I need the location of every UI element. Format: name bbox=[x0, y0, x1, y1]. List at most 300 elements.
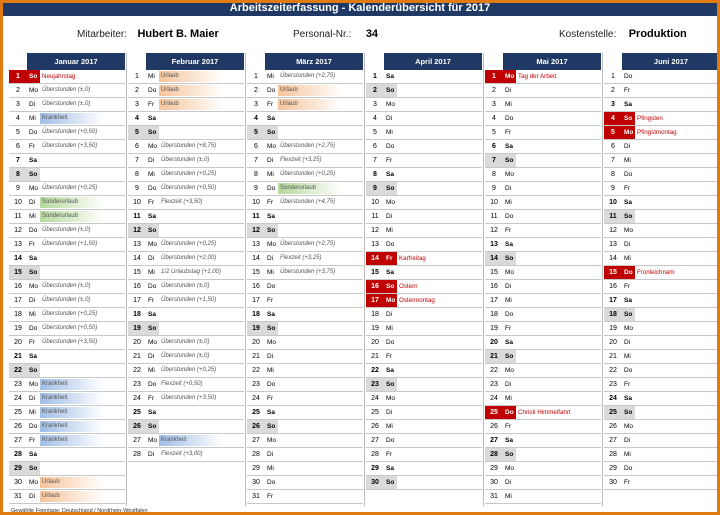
day-row[interactable] bbox=[366, 294, 482, 308]
day-row[interactable] bbox=[247, 462, 363, 476]
day-row[interactable] bbox=[9, 476, 125, 490]
day-number: 15 bbox=[9, 266, 27, 279]
day-row[interactable] bbox=[247, 126, 363, 140]
day-row[interactable] bbox=[247, 392, 363, 406]
day-row[interactable] bbox=[366, 406, 482, 420]
weekday: Do bbox=[267, 283, 276, 290]
weekday: Sa bbox=[624, 297, 632, 304]
day-number: 24 bbox=[133, 395, 141, 402]
day-entry[interactable]: Sonderurlaub bbox=[40, 197, 104, 208]
day-row[interactable] bbox=[366, 168, 482, 182]
day-row[interactable] bbox=[247, 182, 363, 196]
day-row[interactable] bbox=[366, 420, 482, 434]
day-row[interactable] bbox=[9, 336, 125, 350]
day-row[interactable] bbox=[485, 252, 601, 266]
day-row[interactable] bbox=[9, 294, 125, 308]
day-row[interactable] bbox=[128, 280, 244, 294]
day-row[interactable] bbox=[247, 266, 363, 280]
weekday: Mo bbox=[267, 437, 277, 444]
day-row[interactable] bbox=[604, 210, 720, 224]
day-row[interactable] bbox=[128, 406, 244, 420]
day-row[interactable] bbox=[128, 210, 244, 224]
day-row[interactable] bbox=[604, 196, 720, 210]
day-row[interactable] bbox=[485, 168, 601, 182]
day-entry[interactable]: Überstunden (+0,25) bbox=[161, 241, 217, 247]
day-entry[interactable]: Überstunden (±,0) bbox=[161, 283, 210, 289]
day-row[interactable] bbox=[247, 154, 363, 168]
day-row[interactable] bbox=[247, 364, 363, 378]
day-row[interactable] bbox=[485, 476, 601, 490]
day-row[interactable] bbox=[366, 266, 482, 280]
day-row[interactable] bbox=[366, 154, 482, 168]
day-row[interactable] bbox=[247, 224, 363, 238]
personnel-number[interactable]: 34 bbox=[365, 28, 379, 40]
weekday: Di bbox=[386, 409, 393, 416]
day-entry[interactable]: Urlaub bbox=[40, 491, 104, 502]
day-entry[interactable]: Urlaub bbox=[159, 85, 223, 96]
day-entry[interactable]: Überstunden (+0,50) bbox=[42, 129, 98, 135]
day-row[interactable] bbox=[366, 140, 482, 154]
day-row[interactable] bbox=[9, 224, 125, 238]
day-entry[interactable]: Überstunden (+4,75) bbox=[280, 199, 336, 205]
day-row[interactable] bbox=[604, 224, 720, 238]
day-row[interactable] bbox=[366, 462, 482, 476]
column-divider bbox=[364, 53, 365, 506]
day-row[interactable] bbox=[247, 490, 363, 504]
day-row[interactable] bbox=[9, 252, 125, 266]
day-row[interactable] bbox=[604, 266, 720, 280]
day-row[interactable] bbox=[128, 224, 244, 238]
day-row[interactable] bbox=[247, 448, 363, 462]
holiday-name[interactable]: Fronleichnam bbox=[637, 269, 675, 276]
day-entry[interactable]: Flexzeit (+3,00) bbox=[161, 451, 203, 457]
day-entry[interactable]: Krankheit bbox=[40, 435, 104, 446]
day-row[interactable] bbox=[128, 98, 244, 112]
day-row[interactable] bbox=[366, 210, 482, 224]
day-row[interactable] bbox=[247, 294, 363, 308]
day-entry[interactable]: Krankheit bbox=[40, 421, 104, 432]
day-row[interactable] bbox=[128, 238, 244, 252]
day-row[interactable] bbox=[128, 182, 244, 196]
weekday: Di bbox=[624, 241, 631, 248]
day-row[interactable] bbox=[604, 154, 720, 168]
day-row[interactable] bbox=[485, 490, 601, 504]
day-row[interactable] bbox=[485, 406, 601, 420]
day-row[interactable] bbox=[9, 378, 125, 392]
day-entry[interactable]: Überstunden (+3,50) bbox=[42, 143, 98, 149]
day-row[interactable] bbox=[366, 224, 482, 238]
weekday: So bbox=[27, 462, 40, 475]
day-row[interactable] bbox=[604, 350, 720, 364]
day-row[interactable] bbox=[128, 252, 244, 266]
day-row[interactable] bbox=[485, 322, 601, 336]
holiday-name[interactable]: Pfingsten bbox=[637, 115, 663, 122]
day-row[interactable] bbox=[9, 196, 125, 210]
day-number: 11 bbox=[371, 213, 379, 220]
day-row[interactable] bbox=[128, 378, 244, 392]
day-row[interactable] bbox=[366, 350, 482, 364]
day-row[interactable] bbox=[485, 434, 601, 448]
day-row[interactable] bbox=[128, 294, 244, 308]
day-row[interactable] bbox=[485, 210, 601, 224]
day-row[interactable] bbox=[366, 84, 482, 98]
day-row[interactable] bbox=[128, 420, 244, 434]
weekday: Do bbox=[148, 185, 157, 192]
day-row[interactable] bbox=[604, 420, 720, 434]
day-row[interactable] bbox=[128, 84, 244, 98]
day-row[interactable] bbox=[366, 308, 482, 322]
day-entry[interactable]: Überstunden (+0,50) bbox=[42, 325, 98, 331]
day-row[interactable] bbox=[128, 364, 244, 378]
day-row[interactable] bbox=[9, 490, 125, 504]
day-row[interactable] bbox=[604, 182, 720, 196]
day-row[interactable] bbox=[485, 462, 601, 476]
weekday: Fr bbox=[505, 227, 512, 234]
day-entry[interactable]: Krankheit bbox=[40, 407, 104, 418]
day-row[interactable] bbox=[485, 308, 601, 322]
day-row[interactable] bbox=[9, 434, 125, 448]
day-row[interactable] bbox=[485, 392, 601, 406]
day-row[interactable] bbox=[247, 70, 363, 84]
day-row[interactable] bbox=[485, 98, 601, 112]
day-row[interactable] bbox=[604, 462, 720, 476]
day-entry[interactable]: Sonderurlaub bbox=[278, 183, 342, 194]
day-entry[interactable]: Sonderurlaub bbox=[40, 211, 104, 222]
day-row[interactable] bbox=[247, 476, 363, 490]
day-number: 20 bbox=[490, 339, 498, 346]
weekday: Sa bbox=[505, 339, 513, 346]
day-number: 28 bbox=[133, 451, 141, 458]
day-row[interactable] bbox=[9, 392, 125, 406]
day-row[interactable] bbox=[9, 126, 125, 140]
weekday: Sa bbox=[29, 255, 37, 262]
day-row[interactable] bbox=[247, 434, 363, 448]
day-row[interactable] bbox=[9, 98, 125, 112]
day-entry[interactable]: Flexzeit (+3,25) bbox=[280, 255, 322, 261]
day-entry[interactable]: Flexzeit (+3,50) bbox=[161, 199, 203, 205]
day-entry[interactable]: Überstunden (±,0) bbox=[161, 353, 210, 359]
weekday: Fr bbox=[505, 423, 512, 430]
holiday-name[interactable]: Ostermontag bbox=[399, 297, 435, 304]
day-row[interactable] bbox=[366, 126, 482, 140]
day-number: 18 bbox=[371, 311, 379, 318]
day-row[interactable] bbox=[366, 336, 482, 350]
weekday: Di bbox=[148, 255, 155, 262]
day-entry[interactable]: Überstunden (+0,50) bbox=[161, 185, 217, 191]
weekday: Do bbox=[505, 213, 514, 220]
day-entry[interactable]: Urlaub bbox=[278, 99, 342, 110]
day-row[interactable] bbox=[128, 196, 244, 210]
day-row[interactable] bbox=[366, 476, 482, 490]
employee-name[interactable]: Hubert B. Maier bbox=[137, 28, 219, 40]
day-entry[interactable]: Überstunden (±,0) bbox=[42, 297, 91, 303]
holiday-name[interactable]: Christi Himmelfahrt bbox=[518, 409, 571, 416]
day-entry[interactable]: Überstunden (±,0) bbox=[42, 227, 91, 233]
day-row[interactable] bbox=[366, 392, 482, 406]
day-entry[interactable]: Überstunden (±,0) bbox=[161, 157, 210, 163]
day-row[interactable] bbox=[485, 154, 601, 168]
weekday: So bbox=[503, 252, 516, 265]
day-row[interactable] bbox=[247, 196, 363, 210]
day-entry[interactable]: Überstunden (+0,25) bbox=[42, 185, 98, 191]
day-row[interactable] bbox=[128, 308, 244, 322]
day-entry[interactable]: Überstunden (±,0) bbox=[42, 283, 91, 289]
day-row[interactable] bbox=[366, 70, 482, 84]
day-entry[interactable]: Urlaub bbox=[159, 71, 223, 82]
day-entry[interactable]: Überstunden (+0,25) bbox=[161, 171, 217, 177]
day-row[interactable] bbox=[128, 448, 244, 462]
day-row[interactable] bbox=[604, 336, 720, 350]
day-row[interactable] bbox=[485, 350, 601, 364]
day-entry[interactable]: Überstunden (±,0) bbox=[42, 101, 91, 107]
day-number: 27 bbox=[490, 437, 498, 444]
day-entry[interactable]: Krankheit bbox=[159, 435, 223, 446]
day-row[interactable] bbox=[128, 154, 244, 168]
weekday: Mi bbox=[267, 367, 274, 374]
day-entry[interactable]: Urlaub bbox=[159, 99, 223, 110]
day-row[interactable] bbox=[9, 154, 125, 168]
day-row[interactable] bbox=[366, 182, 482, 196]
day-row[interactable] bbox=[128, 392, 244, 406]
day-number: 16 bbox=[252, 283, 260, 290]
day-row[interactable] bbox=[128, 70, 244, 84]
day-row[interactable] bbox=[604, 448, 720, 462]
day-row[interactable] bbox=[604, 252, 720, 266]
day-row[interactable] bbox=[128, 266, 244, 280]
holiday-name[interactable]: Karfreitag bbox=[399, 255, 426, 262]
day-entry[interactable]: Überstunden (+2,75) bbox=[280, 241, 336, 247]
holiday-name[interactable]: Ostern bbox=[399, 283, 418, 290]
day-entry[interactable]: Überstunden (+3,50) bbox=[42, 339, 98, 345]
day-row[interactable] bbox=[366, 112, 482, 126]
day-row[interactable] bbox=[485, 196, 601, 210]
day-row[interactable] bbox=[247, 280, 363, 294]
day-row[interactable] bbox=[604, 126, 720, 140]
day-row[interactable] bbox=[604, 476, 720, 490]
day-row[interactable] bbox=[247, 168, 363, 182]
day-entry[interactable]: Überstunden (+8,75) bbox=[161, 143, 217, 149]
day-row[interactable] bbox=[604, 294, 720, 308]
day-row[interactable] bbox=[604, 364, 720, 378]
day-row[interactable] bbox=[9, 406, 125, 420]
day-row[interactable] bbox=[9, 448, 125, 462]
day-number: 18 bbox=[14, 311, 22, 318]
day-row[interactable] bbox=[366, 322, 482, 336]
day-row[interactable] bbox=[485, 238, 601, 252]
day-number: 23 bbox=[133, 381, 141, 388]
day-number: 9 bbox=[492, 185, 496, 192]
day-row[interactable] bbox=[247, 84, 363, 98]
day-row[interactable] bbox=[128, 112, 244, 126]
day-row[interactable] bbox=[9, 364, 125, 378]
day-entry[interactable]: Urlaub bbox=[278, 85, 342, 96]
day-row[interactable] bbox=[247, 378, 363, 392]
day-number: 24 bbox=[252, 395, 260, 402]
day-row[interactable] bbox=[604, 98, 720, 112]
day-row[interactable] bbox=[366, 364, 482, 378]
day-number: 6 bbox=[135, 143, 139, 150]
day-row[interactable] bbox=[9, 462, 125, 476]
day-row[interactable] bbox=[247, 210, 363, 224]
day-row[interactable] bbox=[604, 70, 720, 84]
day-row[interactable] bbox=[604, 112, 720, 126]
day-number: 3 bbox=[492, 101, 496, 108]
day-row[interactable] bbox=[128, 140, 244, 154]
day-number: 19 bbox=[371, 325, 379, 332]
holiday-name[interactable]: Tag der Arbeit bbox=[518, 73, 557, 80]
day-row[interactable] bbox=[604, 406, 720, 420]
weekday: Mi bbox=[29, 311, 36, 318]
day-row[interactable] bbox=[604, 280, 720, 294]
day-entry[interactable]: Überstunden (+3,75) bbox=[280, 269, 336, 275]
day-row[interactable] bbox=[366, 434, 482, 448]
day-entry[interactable]: Krankheit bbox=[40, 113, 104, 124]
day-row[interactable] bbox=[366, 252, 482, 266]
day-row[interactable] bbox=[485, 364, 601, 378]
day-entry[interactable]: Überstunden (+0,25) bbox=[42, 311, 98, 317]
day-row[interactable] bbox=[9, 210, 125, 224]
day-row[interactable] bbox=[247, 238, 363, 252]
day-row[interactable] bbox=[485, 448, 601, 462]
weekday: Sa bbox=[505, 437, 513, 444]
day-row[interactable] bbox=[128, 322, 244, 336]
day-number: 27 bbox=[133, 437, 141, 444]
weekday: Di bbox=[505, 381, 512, 388]
day-row[interactable] bbox=[366, 98, 482, 112]
day-row[interactable] bbox=[366, 196, 482, 210]
day-number: 31 bbox=[490, 493, 498, 500]
day-row[interactable] bbox=[366, 448, 482, 462]
day-row[interactable] bbox=[128, 168, 244, 182]
day-row[interactable] bbox=[485, 224, 601, 238]
day-number: 31 bbox=[252, 493, 260, 500]
day-row[interactable] bbox=[366, 238, 482, 252]
day-entry[interactable]: Krankheit bbox=[40, 379, 104, 390]
day-row[interactable] bbox=[485, 266, 601, 280]
day-row[interactable] bbox=[485, 280, 601, 294]
day-row[interactable] bbox=[9, 84, 125, 98]
weekday: Mo bbox=[148, 143, 158, 150]
day-row[interactable] bbox=[128, 336, 244, 350]
day-entry[interactable]: Überstunden (+2,75) bbox=[280, 73, 336, 79]
weekday: Mi bbox=[505, 297, 512, 304]
day-row[interactable] bbox=[604, 140, 720, 154]
day-row[interactable] bbox=[485, 84, 601, 98]
day-row[interactable] bbox=[247, 406, 363, 420]
day-row[interactable] bbox=[247, 420, 363, 434]
day-row[interactable] bbox=[485, 70, 601, 84]
day-entry[interactable]: Überstunden (+3,50) bbox=[161, 395, 217, 401]
day-row[interactable] bbox=[247, 140, 363, 154]
weekday: Mo bbox=[622, 126, 635, 139]
day-entry[interactable]: Überstunden (+2,75) bbox=[280, 143, 336, 149]
weekday: Fr bbox=[29, 437, 36, 444]
day-number: 28 bbox=[371, 451, 379, 458]
day-number: 10 bbox=[252, 199, 260, 206]
day-row[interactable] bbox=[247, 112, 363, 126]
day-row[interactable] bbox=[604, 238, 720, 252]
day-row[interactable] bbox=[485, 140, 601, 154]
day-row[interactable] bbox=[366, 280, 482, 294]
day-row[interactable] bbox=[9, 350, 125, 364]
day-entry[interactable]: Überstunden (+1,50) bbox=[161, 297, 217, 303]
day-entry[interactable]: Flexzeit (+3,25) bbox=[280, 157, 322, 163]
day-row[interactable] bbox=[604, 168, 720, 182]
day-entry[interactable]: Überstunden (+2,00) bbox=[161, 255, 217, 261]
day-row[interactable] bbox=[485, 182, 601, 196]
day-entry[interactable]: Überstunden (±,0) bbox=[161, 339, 210, 345]
day-row[interactable] bbox=[485, 336, 601, 350]
day-entry[interactable]: Überstunden (±,0) bbox=[42, 87, 91, 93]
day-row[interactable] bbox=[247, 252, 363, 266]
day-row[interactable] bbox=[485, 378, 601, 392]
day-row[interactable] bbox=[247, 322, 363, 336]
day-entry[interactable]: Überstunden (+0,25) bbox=[161, 367, 217, 373]
day-row[interactable] bbox=[9, 266, 125, 280]
day-row[interactable] bbox=[9, 140, 125, 154]
day-row[interactable] bbox=[9, 112, 125, 126]
day-row[interactable] bbox=[9, 420, 125, 434]
day-row[interactable] bbox=[604, 434, 720, 448]
weekday: Do bbox=[505, 311, 514, 318]
day-entry[interactable]: Krankheit bbox=[40, 393, 104, 404]
day-row[interactable] bbox=[485, 112, 601, 126]
day-number: 12 bbox=[128, 224, 146, 237]
day-entry[interactable]: Urlaub bbox=[40, 477, 104, 488]
month-header: Mai 2017 bbox=[503, 53, 601, 70]
day-row[interactable] bbox=[247, 308, 363, 322]
day-row[interactable] bbox=[9, 70, 125, 84]
day-row[interactable] bbox=[247, 336, 363, 350]
day-row[interactable] bbox=[247, 350, 363, 364]
day-row[interactable] bbox=[128, 350, 244, 364]
day-entry[interactable]: Überstunden (+0,25) bbox=[280, 171, 336, 177]
day-row[interactable] bbox=[9, 280, 125, 294]
weekday: Mo bbox=[505, 171, 515, 178]
day-row[interactable] bbox=[128, 126, 244, 140]
day-row[interactable] bbox=[9, 182, 125, 196]
day-row[interactable] bbox=[9, 168, 125, 182]
cost-center-value[interactable]: Produktion bbox=[628, 28, 687, 40]
day-row[interactable] bbox=[9, 238, 125, 252]
day-entry[interactable]: Überstunden (+1,50) bbox=[42, 241, 98, 247]
day-row[interactable] bbox=[247, 98, 363, 112]
day-row[interactable] bbox=[604, 378, 720, 392]
weekday: So bbox=[265, 224, 278, 237]
day-entry[interactable]: 1/2 Urlaubstag (+1,00) bbox=[161, 269, 221, 275]
day-number: 25 bbox=[485, 406, 503, 419]
day-row[interactable] bbox=[604, 322, 720, 336]
day-row[interactable] bbox=[128, 434, 244, 448]
day-row[interactable] bbox=[604, 84, 720, 98]
day-row[interactable] bbox=[485, 126, 601, 140]
holiday-name[interactable]: Neujahrstag bbox=[42, 73, 76, 80]
day-row[interactable] bbox=[485, 420, 601, 434]
weekday: Do bbox=[267, 185, 276, 192]
day-row[interactable] bbox=[9, 308, 125, 322]
day-row[interactable] bbox=[9, 322, 125, 336]
day-number: 11 bbox=[14, 213, 22, 220]
day-entry[interactable]: Flexzeit (+0,50) bbox=[161, 381, 203, 387]
day-row[interactable] bbox=[485, 294, 601, 308]
day-row[interactable] bbox=[604, 392, 720, 406]
weekday: Mo bbox=[148, 437, 158, 444]
day-row[interactable] bbox=[604, 308, 720, 322]
day-row[interactable] bbox=[366, 378, 482, 392]
holiday-name[interactable]: Pfingstmontag bbox=[637, 129, 677, 136]
weekday: Fr bbox=[29, 241, 36, 248]
day-number: 6 bbox=[254, 143, 258, 150]
